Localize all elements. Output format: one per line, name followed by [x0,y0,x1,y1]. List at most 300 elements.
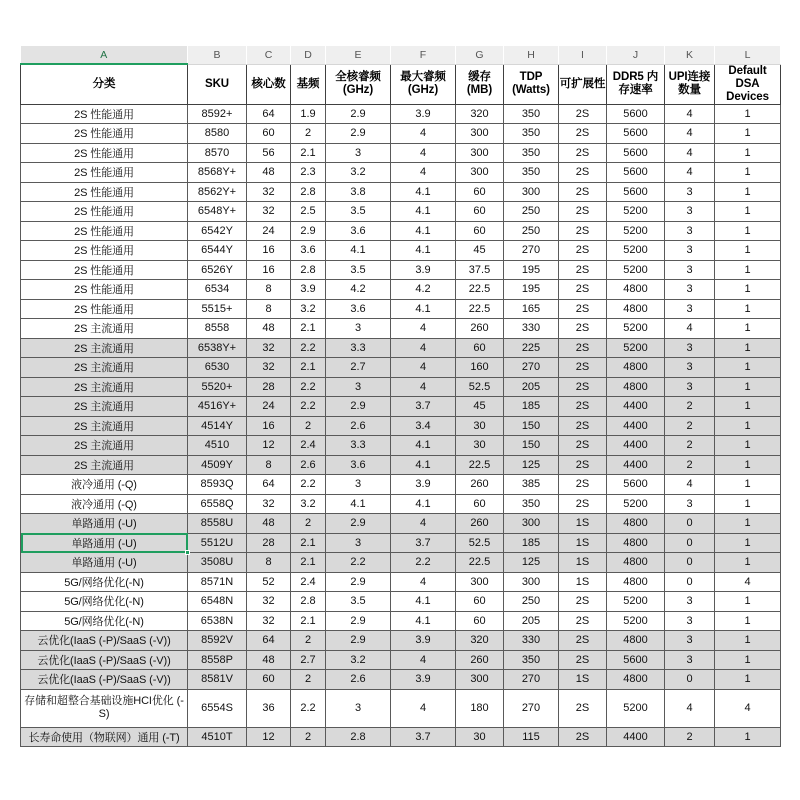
cell-b33[interactable]: 4510T [188,727,247,747]
cell-d23[interactable]: 2 [291,514,326,534]
cell-l18[interactable]: 1 [715,416,781,436]
cell-b26[interactable]: 8571N [188,572,247,592]
header-cell-h[interactable]: TDP (Watts) [504,64,559,104]
cell-g4[interactable]: 300 [456,143,504,163]
cell-c17[interactable]: 24 [247,397,291,417]
table-row[interactable] [21,592,781,612]
cell-j30[interactable]: 5600 [607,650,665,670]
cell-c5[interactable]: 48 [247,163,291,183]
cell-d30[interactable]: 2.7 [291,650,326,670]
cell-j31[interactable]: 4800 [607,670,665,690]
cell-b3[interactable]: 8580 [188,124,247,144]
cell-h24[interactable]: 185 [504,533,559,553]
cell-b7[interactable]: 6548Y+ [188,202,247,222]
cell-k5[interactable]: 4 [665,163,715,183]
cell-i16[interactable]: 2S [559,377,607,397]
header-cell-f[interactable]: 最大睿频 (GHz) [391,64,456,104]
table-row[interactable] [21,572,781,592]
cell-d8[interactable]: 2.9 [291,221,326,241]
cell-b21[interactable]: 8593Q [188,475,247,495]
cell-a7[interactable]: 2S 性能通用 [21,202,188,222]
cell-k18[interactable]: 2 [665,416,715,436]
cell-b2[interactable]: 8592+ [188,104,247,124]
cell-g31[interactable]: 300 [456,670,504,690]
cell-j14[interactable]: 5200 [607,338,665,358]
table-row[interactable] [21,494,781,514]
cell-b27[interactable]: 6548N [188,592,247,612]
cell-g25[interactable]: 22.5 [456,553,504,573]
cell-i30[interactable]: 2S [559,650,607,670]
table-row[interactable] [21,241,781,261]
cell-e7[interactable]: 3.5 [326,202,391,222]
table-row[interactable] [21,163,781,183]
cell-a27[interactable]: 5G/网络优化(-N) [21,592,188,612]
cell-f20[interactable]: 4.1 [391,455,456,475]
cell-g20[interactable]: 22.5 [456,455,504,475]
cell-h25[interactable]: 125 [504,553,559,573]
table-row[interactable] [21,533,781,553]
cell-e29[interactable]: 2.9 [326,631,391,651]
cell-d15[interactable]: 2.1 [291,358,326,378]
cell-h2[interactable]: 350 [504,104,559,124]
cell-l31[interactable]: 1 [715,670,781,690]
cell-e11[interactable]: 4.2 [326,280,391,300]
cell-b17[interactable]: 4516Y+ [188,397,247,417]
cell-h14[interactable]: 225 [504,338,559,358]
cell-l7[interactable]: 1 [715,202,781,222]
column-header-l[interactable]: L [715,46,781,64]
cell-e28[interactable]: 2.9 [326,611,391,631]
table-row[interactable] [21,124,781,144]
cell-k11[interactable]: 3 [665,280,715,300]
cell-e24[interactable]: 3 [326,533,391,553]
cell-i15[interactable]: 2S [559,358,607,378]
cell-e21[interactable]: 3 [326,475,391,495]
cell-g14[interactable]: 60 [456,338,504,358]
cell-i33[interactable]: 2S [559,727,607,747]
cell-b15[interactable]: 6530 [188,358,247,378]
cell-f27[interactable]: 4.1 [391,592,456,612]
cell-g13[interactable]: 260 [456,319,504,339]
cell-k15[interactable]: 3 [665,358,715,378]
cell-h7[interactable]: 250 [504,202,559,222]
cell-d25[interactable]: 2.1 [291,553,326,573]
cell-l10[interactable]: 1 [715,260,781,280]
cell-c14[interactable]: 32 [247,338,291,358]
table-row[interactable] [21,260,781,280]
cell-a29[interactable]: 云优化(IaaS (-P)/SaaS (-V)) [21,631,188,651]
cell-j29[interactable]: 4800 [607,631,665,651]
cell-d3[interactable]: 2 [291,124,326,144]
cell-e30[interactable]: 3.2 [326,650,391,670]
cell-h5[interactable]: 350 [504,163,559,183]
cell-c7[interactable]: 32 [247,202,291,222]
cell-i8[interactable]: 2S [559,221,607,241]
table-row[interactable] [21,689,781,727]
cell-b23[interactable]: 8558U [188,514,247,534]
cell-c11[interactable]: 8 [247,280,291,300]
cell-b20[interactable]: 4509Y [188,455,247,475]
cell-k30[interactable]: 3 [665,650,715,670]
cell-h11[interactable]: 195 [504,280,559,300]
cell-k3[interactable]: 4 [665,124,715,144]
cell-f15[interactable]: 4 [391,358,456,378]
cell-a32[interactable]: 存储和超整合基础设施HCI优化 (-S) [21,689,188,727]
cell-a2[interactable]: 2S 性能通用 [21,104,188,124]
cell-j9[interactable]: 5200 [607,241,665,261]
cell-f9[interactable]: 4.1 [391,241,456,261]
cell-a26[interactable]: 5G/网络优化(-N) [21,572,188,592]
table-row[interactable] [21,202,781,222]
cell-b4[interactable]: 8570 [188,143,247,163]
cell-a12[interactable]: 2S 性能通用 [21,299,188,319]
cell-e31[interactable]: 2.6 [326,670,391,690]
cell-g5[interactable]: 300 [456,163,504,183]
cell-d9[interactable]: 3.6 [291,241,326,261]
cell-l2[interactable]: 1 [715,104,781,124]
cell-k22[interactable]: 3 [665,494,715,514]
cell-b24[interactable]: 5512U [188,533,247,553]
cell-i18[interactable]: 2S [559,416,607,436]
cell-b28[interactable]: 6538N [188,611,247,631]
cell-e26[interactable]: 2.9 [326,572,391,592]
cell-a22[interactable]: 液冷通用 (-Q) [21,494,188,514]
cell-a33[interactable]: 长寿命使用（物联网）通用 (-T) [21,727,188,747]
cell-h27[interactable]: 250 [504,592,559,612]
cell-l16[interactable]: 1 [715,377,781,397]
cell-h18[interactable]: 150 [504,416,559,436]
cell-g28[interactable]: 60 [456,611,504,631]
cell-c32[interactable]: 36 [247,689,291,727]
cell-f26[interactable]: 4 [391,572,456,592]
cell-k19[interactable]: 2 [665,436,715,456]
cell-c27[interactable]: 32 [247,592,291,612]
cell-j6[interactable]: 5600 [607,182,665,202]
table-row[interactable] [21,299,781,319]
cell-k14[interactable]: 3 [665,338,715,358]
cell-j3[interactable]: 5600 [607,124,665,144]
cell-j33[interactable]: 4400 [607,727,665,747]
cell-g24[interactable]: 52.5 [456,533,504,553]
cell-j4[interactable]: 5600 [607,143,665,163]
cell-k27[interactable]: 3 [665,592,715,612]
column-header-c[interactable]: C [247,46,291,64]
cell-j10[interactable]: 5200 [607,260,665,280]
cell-e22[interactable]: 4.1 [326,494,391,514]
cell-f10[interactable]: 3.9 [391,260,456,280]
cell-f5[interactable]: 4 [391,163,456,183]
cell-b16[interactable]: 5520+ [188,377,247,397]
cell-e32[interactable]: 3 [326,689,391,727]
cell-b29[interactable]: 8592V [188,631,247,651]
cell-e15[interactable]: 2.7 [326,358,391,378]
cell-g17[interactable]: 45 [456,397,504,417]
cell-l23[interactable]: 1 [715,514,781,534]
cell-k33[interactable]: 2 [665,727,715,747]
table-row[interactable] [21,397,781,417]
cell-d6[interactable]: 2.8 [291,182,326,202]
cell-d19[interactable]: 2.4 [291,436,326,456]
cell-c2[interactable]: 64 [247,104,291,124]
cell-a9[interactable]: 2S 性能通用 [21,241,188,261]
cell-l4[interactable]: 1 [715,143,781,163]
cell-i9[interactable]: 2S [559,241,607,261]
cell-g30[interactable]: 260 [456,650,504,670]
cell-g6[interactable]: 60 [456,182,504,202]
cell-k32[interactable]: 4 [665,689,715,727]
table-row[interactable] [21,358,781,378]
cell-g33[interactable]: 30 [456,727,504,747]
cell-l11[interactable]: 1 [715,280,781,300]
cell-a10[interactable]: 2S 性能通用 [21,260,188,280]
cell-h29[interactable]: 330 [504,631,559,651]
cell-e23[interactable]: 2.9 [326,514,391,534]
cell-j20[interactable]: 4400 [607,455,665,475]
cell-k25[interactable]: 0 [665,553,715,573]
cell-k20[interactable]: 2 [665,455,715,475]
cell-i13[interactable]: 2S [559,319,607,339]
cell-g8[interactable]: 60 [456,221,504,241]
cell-c24[interactable]: 28 [247,533,291,553]
cell-e33[interactable]: 2.8 [326,727,391,747]
cell-i5[interactable]: 2S [559,163,607,183]
cell-a4[interactable]: 2S 性能通用 [21,143,188,163]
cell-c10[interactable]: 16 [247,260,291,280]
cell-g12[interactable]: 22.5 [456,299,504,319]
cell-f24[interactable]: 3.7 [391,533,456,553]
cell-h26[interactable]: 300 [504,572,559,592]
cell-g16[interactable]: 52.5 [456,377,504,397]
cell-h17[interactable]: 185 [504,397,559,417]
cell-i2[interactable]: 2S [559,104,607,124]
cell-a19[interactable]: 2S 主流通用 [21,436,188,456]
cell-d27[interactable]: 2.8 [291,592,326,612]
column-header-k[interactable]: K [665,46,715,64]
column-header-a[interactable]: A [21,46,188,64]
cell-j19[interactable]: 4400 [607,436,665,456]
cell-h8[interactable]: 250 [504,221,559,241]
cell-k12[interactable]: 3 [665,299,715,319]
cell-e8[interactable]: 3.6 [326,221,391,241]
cell-f3[interactable]: 4 [391,124,456,144]
cell-b25[interactable]: 3508U [188,553,247,573]
cell-c31[interactable]: 60 [247,670,291,690]
cell-a21[interactable]: 液冷通用 (-Q) [21,475,188,495]
table-row[interactable] [21,650,781,670]
cell-c13[interactable]: 48 [247,319,291,339]
table-row[interactable] [21,143,781,163]
cell-j27[interactable]: 5200 [607,592,665,612]
cell-g22[interactable]: 60 [456,494,504,514]
cell-h9[interactable]: 270 [504,241,559,261]
cell-l3[interactable]: 1 [715,124,781,144]
cell-e10[interactable]: 3.5 [326,260,391,280]
cell-c3[interactable]: 60 [247,124,291,144]
cell-f19[interactable]: 4.1 [391,436,456,456]
cell-f31[interactable]: 3.9 [391,670,456,690]
cell-e18[interactable]: 2.6 [326,416,391,436]
cell-a17[interactable]: 2S 主流通用 [21,397,188,417]
cell-c4[interactable]: 56 [247,143,291,163]
cell-k28[interactable]: 3 [665,611,715,631]
cell-b10[interactable]: 6526Y [188,260,247,280]
cell-f33[interactable]: 3.7 [391,727,456,747]
cell-h30[interactable]: 350 [504,650,559,670]
cell-a14[interactable]: 2S 主流通用 [21,338,188,358]
cell-c23[interactable]: 48 [247,514,291,534]
cell-d5[interactable]: 2.3 [291,163,326,183]
header-cell-j[interactable]: DDR5 内 存速率 [607,64,665,104]
table-row[interactable] [21,553,781,573]
cell-d29[interactable]: 2 [291,631,326,651]
cell-l24[interactable]: 1 [715,533,781,553]
header-cell-l[interactable]: Default DSA Devices [715,64,781,104]
cell-i31[interactable]: 1S [559,670,607,690]
cell-b8[interactable]: 6542Y [188,221,247,241]
cell-c12[interactable]: 8 [247,299,291,319]
cell-d20[interactable]: 2.6 [291,455,326,475]
cell-a23[interactable]: 单路通用 (-U) [21,514,188,534]
cell-f16[interactable]: 4 [391,377,456,397]
cell-e5[interactable]: 3.2 [326,163,391,183]
cell-j24[interactable]: 4800 [607,533,665,553]
cell-e3[interactable]: 2.9 [326,124,391,144]
cell-c26[interactable]: 52 [247,572,291,592]
table-row[interactable] [21,280,781,300]
cell-k13[interactable]: 4 [665,319,715,339]
cell-h31[interactable]: 270 [504,670,559,690]
cell-g2[interactable]: 320 [456,104,504,124]
cell-c25[interactable]: 8 [247,553,291,573]
cell-d7[interactable]: 2.5 [291,202,326,222]
cell-f18[interactable]: 3.4 [391,416,456,436]
cell-j28[interactable]: 5200 [607,611,665,631]
header-cell-a[interactable]: 分类 [21,64,188,104]
cell-k29[interactable]: 3 [665,631,715,651]
cell-j26[interactable]: 4800 [607,572,665,592]
cell-j21[interactable]: 5600 [607,475,665,495]
cell-d13[interactable]: 2.1 [291,319,326,339]
cell-i12[interactable]: 2S [559,299,607,319]
cell-d24[interactable]: 2.1 [291,533,326,553]
cell-i14[interactable]: 2S [559,338,607,358]
cell-k6[interactable]: 3 [665,182,715,202]
cell-g21[interactable]: 260 [456,475,504,495]
cell-j7[interactable]: 5200 [607,202,665,222]
table-row[interactable] [21,104,781,124]
cell-h15[interactable]: 270 [504,358,559,378]
cell-g27[interactable]: 60 [456,592,504,612]
cell-a3[interactable]: 2S 性能通用 [21,124,188,144]
cell-l25[interactable]: 1 [715,553,781,573]
cell-d21[interactable]: 2.2 [291,475,326,495]
cell-c19[interactable]: 12 [247,436,291,456]
cell-k2[interactable]: 4 [665,104,715,124]
cell-l28[interactable]: 1 [715,611,781,631]
cell-e19[interactable]: 3.3 [326,436,391,456]
cell-i29[interactable]: 2S [559,631,607,651]
table-row[interactable] [21,670,781,690]
cell-a20[interactable]: 2S 主流通用 [21,455,188,475]
cell-i7[interactable]: 2S [559,202,607,222]
cell-e25[interactable]: 2.2 [326,553,391,573]
cell-g9[interactable]: 45 [456,241,504,261]
cell-c28[interactable]: 32 [247,611,291,631]
cell-c8[interactable]: 24 [247,221,291,241]
header-cell-e[interactable]: 全核睿频 (GHz) [326,64,391,104]
cell-g3[interactable]: 300 [456,124,504,144]
cell-h3[interactable]: 350 [504,124,559,144]
cell-i20[interactable]: 2S [559,455,607,475]
header-cell-g[interactable]: 缓存 (MB) [456,64,504,104]
cell-h21[interactable]: 385 [504,475,559,495]
cell-j25[interactable]: 4800 [607,553,665,573]
cell-f23[interactable]: 4 [391,514,456,534]
cell-b22[interactable]: 6558Q [188,494,247,514]
cell-f13[interactable]: 4 [391,319,456,339]
cell-j18[interactable]: 4400 [607,416,665,436]
cell-d28[interactable]: 2.1 [291,611,326,631]
cell-l26[interactable]: 4 [715,572,781,592]
cell-a11[interactable]: 2S 性能通用 [21,280,188,300]
cell-g18[interactable]: 30 [456,416,504,436]
cell-c30[interactable]: 48 [247,650,291,670]
cell-a31[interactable]: 云优化(IaaS (-P)/SaaS (-V)) [21,670,188,690]
cell-j8[interactable]: 5200 [607,221,665,241]
cell-h22[interactable]: 350 [504,494,559,514]
cell-l17[interactable]: 1 [715,397,781,417]
cell-k7[interactable]: 3 [665,202,715,222]
cell-h19[interactable]: 150 [504,436,559,456]
cell-k8[interactable]: 3 [665,221,715,241]
cell-g11[interactable]: 22.5 [456,280,504,300]
cell-k4[interactable]: 4 [665,143,715,163]
cell-e14[interactable]: 3.3 [326,338,391,358]
cell-f11[interactable]: 4.2 [391,280,456,300]
cell-h28[interactable]: 205 [504,611,559,631]
cell-i23[interactable]: 1S [559,514,607,534]
cell-f28[interactable]: 4.1 [391,611,456,631]
table-row[interactable] [21,319,781,339]
fill-handle[interactable] [185,550,190,555]
cell-c22[interactable]: 32 [247,494,291,514]
cell-i6[interactable]: 2S [559,182,607,202]
cell-i3[interactable]: 2S [559,124,607,144]
cell-j2[interactable]: 5600 [607,104,665,124]
cell-i26[interactable]: 1S [559,572,607,592]
cell-j23[interactable]: 4800 [607,514,665,534]
cell-h16[interactable]: 205 [504,377,559,397]
cell-c9[interactable]: 16 [247,241,291,261]
cell-e9[interactable]: 4.1 [326,241,391,261]
cell-f29[interactable]: 3.9 [391,631,456,651]
cell-g29[interactable]: 320 [456,631,504,651]
cell-j11[interactable]: 4800 [607,280,665,300]
cell-a5[interactable]: 2S 性能通用 [21,163,188,183]
cell-f14[interactable]: 4 [391,338,456,358]
table-row[interactable] [21,221,781,241]
cell-g26[interactable]: 300 [456,572,504,592]
cell-f8[interactable]: 4.1 [391,221,456,241]
cell-k21[interactable]: 4 [665,475,715,495]
cell-l12[interactable]: 1 [715,299,781,319]
cell-f25[interactable]: 2.2 [391,553,456,573]
cell-i25[interactable]: 1S [559,553,607,573]
table-row[interactable] [21,455,781,475]
cell-b31[interactable]: 8581V [188,670,247,690]
cell-c29[interactable]: 64 [247,631,291,651]
cell-l14[interactable]: 1 [715,338,781,358]
